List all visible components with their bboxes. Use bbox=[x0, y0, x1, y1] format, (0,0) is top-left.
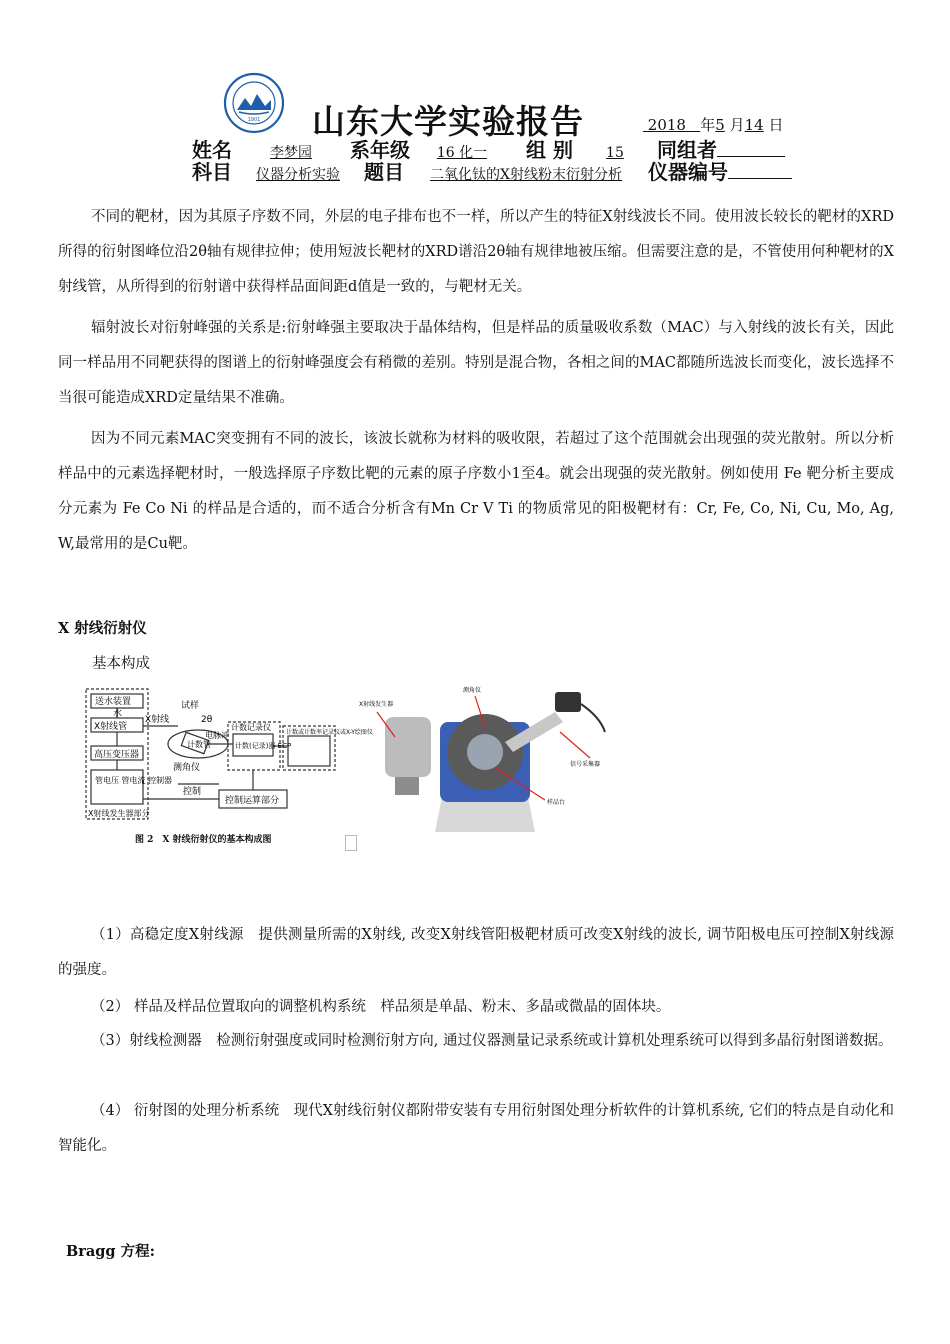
diagram-label-water2: 水 bbox=[113, 709, 123, 719]
diagram-label-counter-recorder: 计数记录仪 bbox=[231, 723, 271, 732]
diagram-label-generator: X射线发生器部分 bbox=[88, 809, 150, 818]
xrd-block-diagram bbox=[83, 686, 373, 852]
subject-value: 仪器分析实验 bbox=[256, 167, 340, 183]
report-title: 山东大学实验报告 bbox=[312, 102, 584, 141]
diagram-label-sample: 试样 bbox=[181, 701, 200, 711]
svg-text:1901: 1901 bbox=[247, 117, 261, 123]
group-label: 组 别 bbox=[526, 138, 573, 162]
diagram-label-hv: 高压变压器 bbox=[94, 750, 140, 760]
topic-label: 题目 bbox=[364, 160, 404, 184]
machine-label-detector: 信号采集器 bbox=[570, 761, 601, 768]
paragraph-absorption: 因为不同元素MAC突变拥有不同的波长，该波长就称为材料的吸收限，若超过了这个范围就会出现强的荧光散射。所以分析样品中的元素选择靶材时，一般选择原子序数比靶的元素的原子序数小1至4。就会出现强的荧光散射。例如使用 Fe 靶分析主要成分元素为 Fe Co Ni 的样品是合适的，而不适合分析含有Mn Cr V Ti 的物质常见的阳极靶材有：Cr, Fe, Co, Ni, Cu, Mo, Ag, W,最常用的是Cu靶。 bbox=[58, 431, 894, 552]
paragraph-target-material: 不同的靶材，因为其原子序数不同，外层的电子排布也不一样，所以产生的特征X射线波长不同。使用波长较长的靶材的XRD所得的衍射图峰位沿2θ轴有规律拉伸；使用短波长靶材的XRD谱沿2θ轴有规律地被压缩。但需要注意的是，不管使用何种靶材的X射线管，从所得到的衍射谱中获得样品面间距d值是一致的，与靶材无关。 bbox=[58, 209, 894, 295]
machine-label-goniometer: 测角仪 bbox=[463, 687, 482, 694]
diagram-label-pulse: 电脉冲 bbox=[205, 731, 229, 740]
diagram-label-detector: 计数管 bbox=[187, 740, 211, 749]
diagram-caption: 图 2 X 射线衍射仪的基本构成图 bbox=[135, 835, 272, 845]
date-month-unit: 月 bbox=[729, 116, 745, 134]
section-title-xrd: X 射线衍射仪 bbox=[58, 620, 147, 637]
date-month: 5 bbox=[715, 116, 725, 134]
component-xray-source: （1）高稳定度X射线源 提供测量所需的X射线, 改变X射线管阳极靶材质可改变X射线的波长, 调节阳极电压可控制X射线源的强度。 bbox=[58, 927, 894, 978]
instrument-blank bbox=[728, 162, 792, 179]
paragraph-wavelength: 辐射波长对衍射峰强的关系是:衍射峰强主要取决于晶体结构，但是样品的质量吸收系数（MAC）与入射线的波长有关，因此同一样品用不同靶获得的图谱上的衍射峰强度会有稍微的差别。特别是混合物，各相之间的MAC都随所选波长而变化，波长选择不当很可能造成XRD定量结果不准确。 bbox=[58, 320, 894, 406]
diagram-label-2theta: 2θ bbox=[201, 715, 213, 725]
component-detector: （3）射线检测器 检测衍射强度或同时检测衍射方向, 通过仪器测量记录系统或计算机处理系统可以得到多晶衍射图谱数据。 bbox=[91, 1033, 893, 1049]
date-year: 2018 bbox=[647, 116, 686, 134]
diagram-label-goniometer: 测角仪 bbox=[173, 763, 201, 773]
bragg-equation-title: Bragg 方程: bbox=[66, 1243, 155, 1260]
diagram-label-counter: 计数(记录)器 ECP bbox=[235, 742, 292, 750]
name-label: 姓名 bbox=[192, 138, 232, 162]
xrd-machine-illustration bbox=[355, 682, 610, 844]
diagram-label-counter-rate: 计数或计数率记录仪或X-Y绘图仪 bbox=[286, 729, 373, 736]
machine-label-stage: 样品台 bbox=[547, 799, 566, 806]
grade-value: 16 化一 bbox=[436, 145, 488, 161]
component-analysis-system: （4） 衍射图的处理分析系统 现代X射线衍射仪都附带安装有专用衍射图处理分析软件的计算机系统, 它们的特点是自动化和智能化。 bbox=[58, 1103, 894, 1154]
grade-label: 系年级 bbox=[350, 138, 410, 162]
partner-label: 同组者 bbox=[656, 138, 717, 162]
topic-value: 二氧化钛的X射线粉末衍射分析 bbox=[430, 167, 622, 183]
component-sample-stage: （2） 样品及样品位置取向的调整机构系统 样品须是单晶、粉末、多晶或微晶的固体块。 bbox=[91, 999, 671, 1015]
diagram-label-tube: X射线管 bbox=[94, 722, 128, 732]
diagram-label-controller: 管电压 管电流 控制器 bbox=[95, 776, 173, 785]
date-year-unit: 年 bbox=[700, 116, 716, 134]
partner-blank bbox=[717, 140, 785, 157]
instrument-label: 仪器编号 bbox=[648, 160, 728, 184]
diagram-label-water: 送水装置 bbox=[95, 697, 132, 707]
date-day-unit: 日 bbox=[768, 116, 784, 134]
report-date bbox=[643, 114, 784, 135]
machine-label-generator: X射线发生器 bbox=[359, 701, 394, 708]
subject-label: 科目 bbox=[192, 160, 232, 184]
header-row-subject bbox=[192, 156, 792, 185]
diagram-label-control: 控制 bbox=[183, 787, 202, 797]
diagram-label-control-unit: 控制运算部分 bbox=[225, 796, 280, 806]
date-day: 14 bbox=[744, 116, 764, 134]
subsection-basic-structure: 基本构成 bbox=[92, 656, 150, 672]
group-value: 15 bbox=[606, 145, 624, 161]
university-logo bbox=[223, 72, 285, 134]
diagram-label-xray: X射线 bbox=[145, 715, 170, 725]
name-value: 李梦园 bbox=[270, 145, 312, 161]
